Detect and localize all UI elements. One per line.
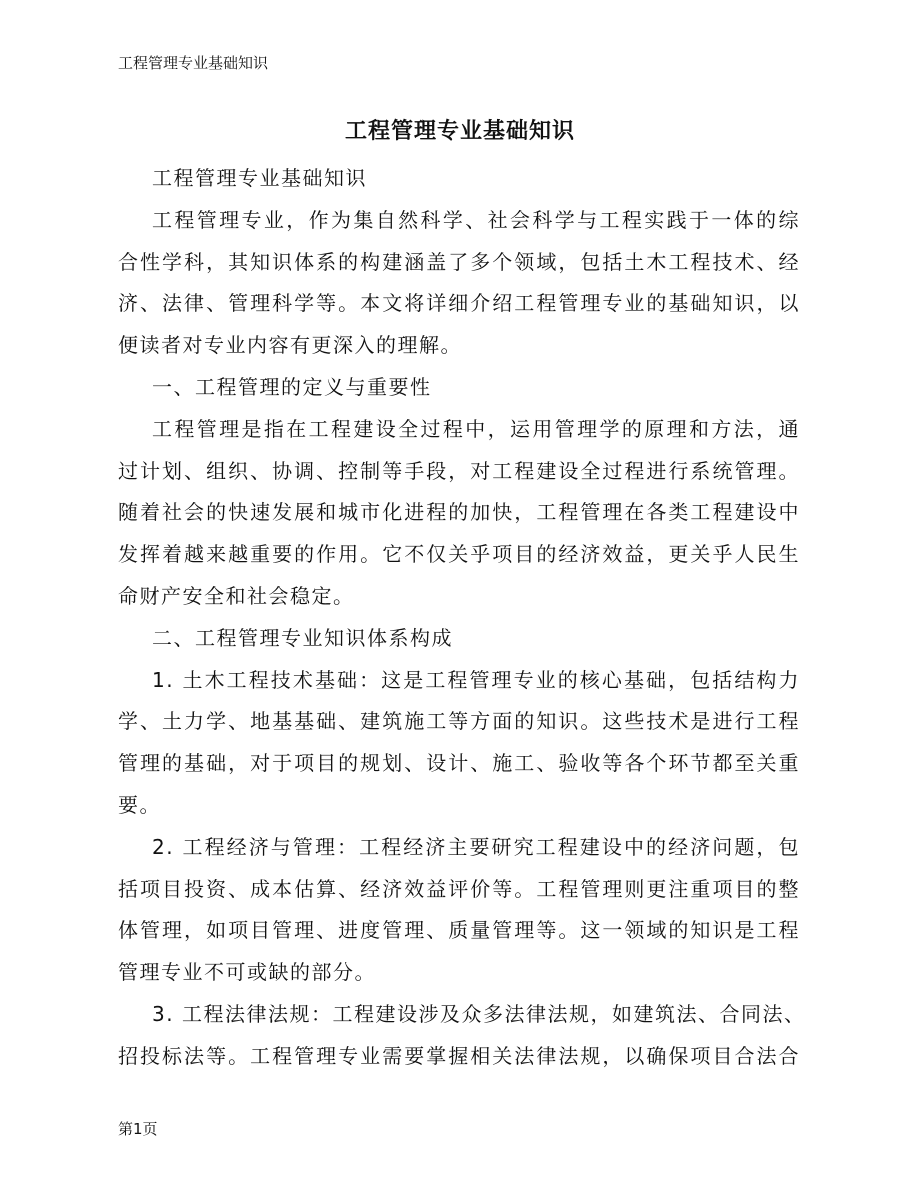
paragraph xyxy=(118,832,800,999)
paragraph-line: 管理的基础，对于项目的规划、设计、施工、验收等各个环节都至关重 xyxy=(118,751,800,776)
page-number: 第1页 xyxy=(118,1120,158,1138)
paragraph-line: 便读者对专业内容有更深入的理解。 xyxy=(118,333,462,358)
paragraph-line: 学、土力学、地基基础、建筑施工等方面的知识。这些技术是进行工程 xyxy=(118,709,800,734)
paragraph-line: 2. 工程经济与管理：工程经济主要研究工程建设中的经济问题，包 xyxy=(152,834,800,859)
paragraph-line: 随着社会的快速发展和城市化进程的加快，工程管理在各类工程建设中 xyxy=(118,500,800,525)
paragraph-line: 命财产安全和社会稳定。 xyxy=(118,583,355,608)
paragraph-line: 二、工程管理专业知识体系构成 xyxy=(152,625,453,650)
document-title: 工程管理专业基础知识 xyxy=(344,119,575,144)
paragraph-line: 工程管理专业，作为集自然科学、社会科学与工程实践于一体的综 xyxy=(152,207,800,232)
paragraph-line: 济、法律、管理科学等。本文将详细介绍工程管理专业的基础知识，以 xyxy=(118,291,800,316)
running-header: 工程管理专业基础知识 xyxy=(118,54,269,72)
paragraph xyxy=(118,623,800,665)
paragraph-line: 一、工程管理的定义与重要性 xyxy=(152,374,432,399)
paragraph-line: 发挥着越来越重要的作用。它不仅关乎项目的经济效益，更关乎人民生 xyxy=(118,542,800,567)
paragraph-line: 3. 工程法律法规：工程建设涉及众多法律法规，如建筑法、合同法、 xyxy=(152,1001,806,1026)
paragraph-line: 合性学科，其知识体系的构建涵盖了多个领域，包括土木工程技术、经 xyxy=(118,249,800,274)
paragraph xyxy=(118,372,800,414)
paragraph xyxy=(118,665,800,832)
paragraph xyxy=(118,414,800,623)
paragraph-line: 工程管理是指在工程建设全过程中，运用管理学的原理和方法，通 xyxy=(152,416,800,441)
paragraph-line: 要。 xyxy=(118,792,161,817)
paragraph xyxy=(118,163,800,205)
document-body xyxy=(118,163,806,1083)
paragraph-line: 1. 土木工程技术基础：这是工程管理专业的核心基础，包括结构力 xyxy=(152,667,800,692)
paragraph-line: 工程管理专业基础知识 xyxy=(152,166,367,190)
paragraph-line: 体管理，如项目管理、进度管理、质量管理等。这一领域的知识是工程 xyxy=(118,918,800,943)
paragraph-line: 管理专业不可或缺的部分。 xyxy=(118,960,376,985)
paragraph xyxy=(118,999,806,1083)
paragraph-line: 招投标法等。工程管理专业需要掌握相关法律法规，以确保项目合法合 xyxy=(118,1043,800,1068)
paragraph-line: 括项目投资、成本估算、经济效益评价等。工程管理则更注重项目的整 xyxy=(118,876,800,901)
paragraph xyxy=(118,205,800,372)
paragraph-line: 过计划、组织、协调、控制等手段，对工程建设全过程进行系统管理。 xyxy=(118,458,800,483)
